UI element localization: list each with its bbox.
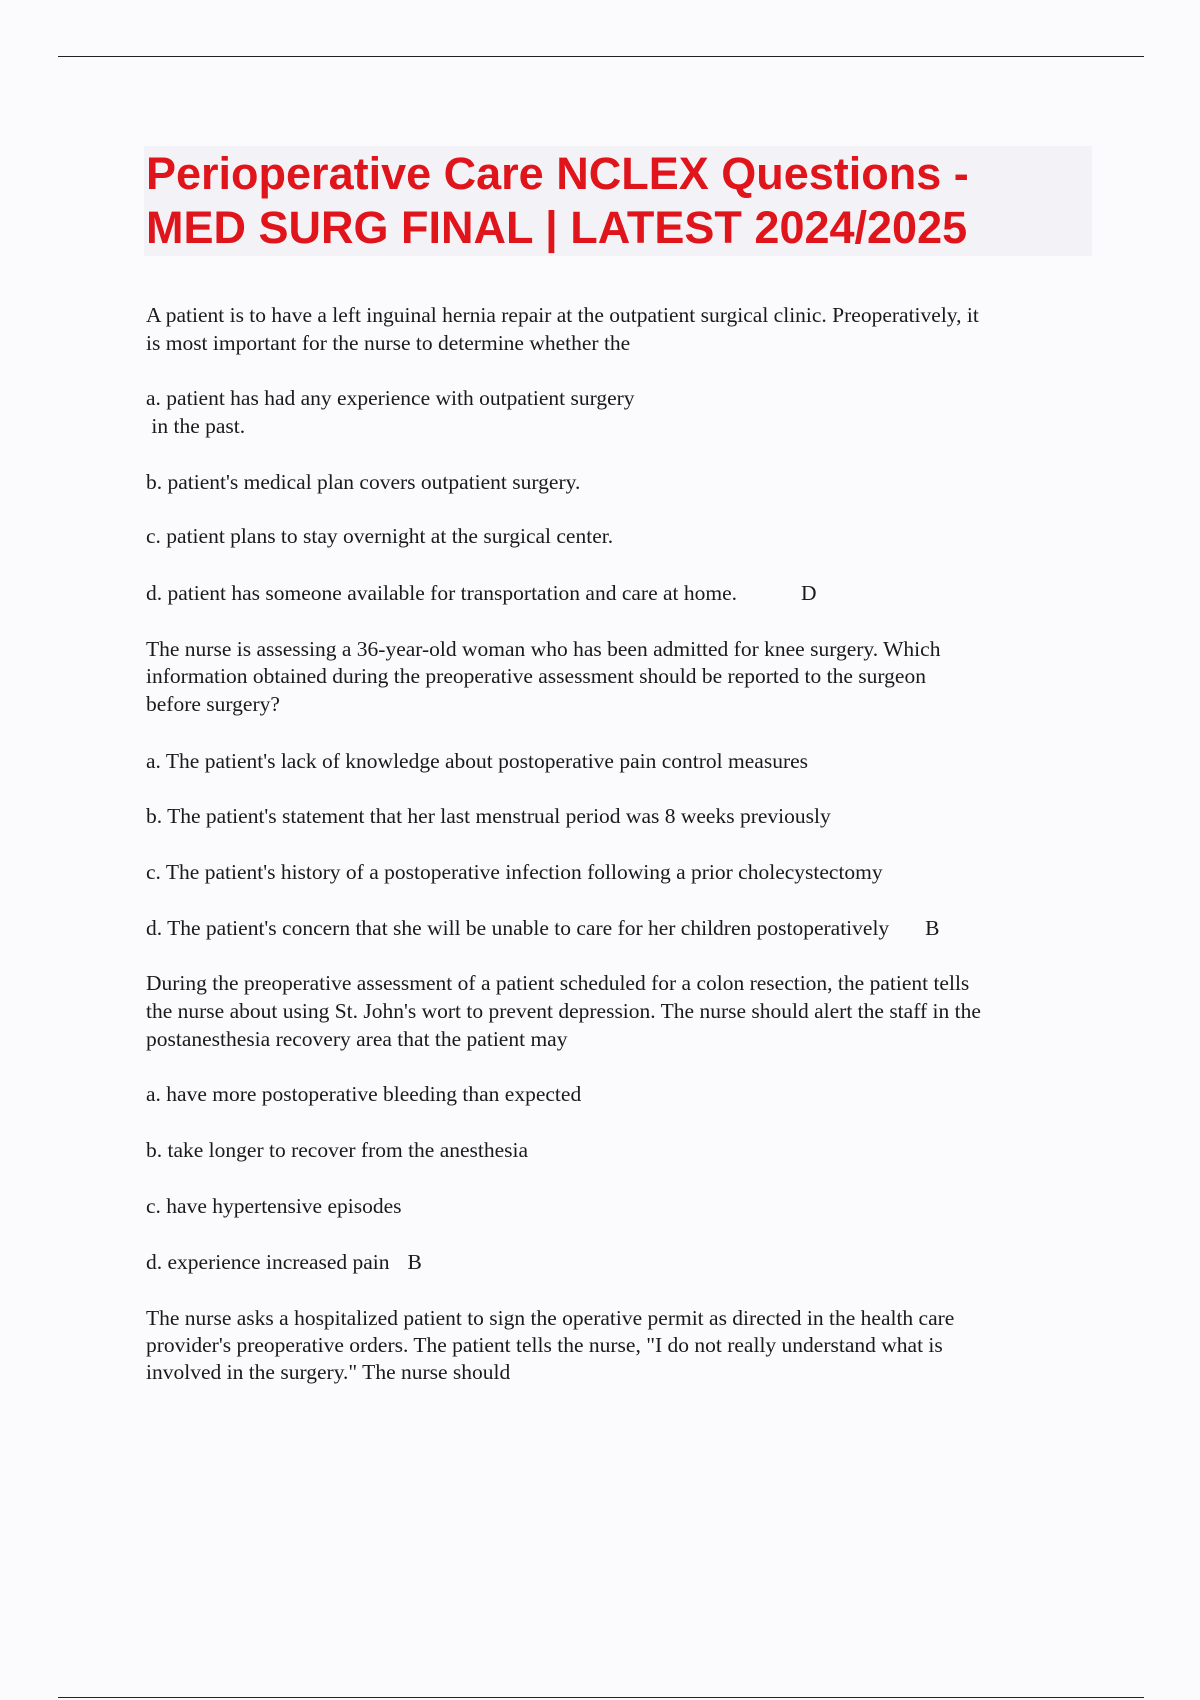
q3-stem-line-3: postanesthesia recovery area that the patient may: [146, 1027, 568, 1051]
q3-option-c: c. have hypertensive episodes: [146, 1194, 402, 1218]
q3-option-d-text: d. experience increased pain: [146, 1250, 390, 1274]
top-rule: [58, 56, 1144, 57]
q1-option-d: [146, 580, 817, 607]
title-line-2: MED SURG FINAL | LATEST 2024/2025: [146, 202, 968, 253]
title-line-1: Perioperative Care NCLEX Questions -: [146, 148, 969, 199]
q2-option-d-text: d. The patient's concern that she will be unable to care for her children postoperatively: [146, 916, 890, 940]
q1-option-a-cont: in the past.: [146, 414, 246, 438]
q1-option-a: a. patient has had any experience with outpatient surgery: [146, 386, 635, 410]
q2-stem-line-3: before surgery?: [146, 692, 280, 716]
q4-stem-line-2: provider's preoperative orders. The patient tells the nurse, "I do not really understand what is: [146, 1333, 943, 1357]
bottom-rule: [58, 1697, 1144, 1698]
q3-answer: B: [407, 1250, 422, 1274]
q3-option-a: a. have more postoperative bleeding than expected: [146, 1082, 582, 1106]
q1-stem-line-1: A patient is to have a left inguinal hernia repair at the outpatient surgical clinic. Preoperatively, it: [146, 303, 979, 327]
q3-stem-line-1: During the preoperative assessment of a patient scheduled for a colon resection, the patient tells: [146, 971, 970, 995]
q2-answer: B: [925, 916, 940, 940]
q2-stem-line-1: The nurse is assessing a 36-year-old woman who has been admitted for knee surgery. Which: [146, 637, 941, 661]
q1-stem-line-2: is most important for the nurse to determine whether the: [146, 331, 631, 355]
q4-stem-line-3: involved in the surgery." The nurse should: [146, 1360, 511, 1384]
document-title: [146, 147, 1092, 255]
q2-option-c: c. The patient's history of a postoperative infection following a prior cholecystectomy: [146, 860, 883, 884]
q3-stem-line-2: the nurse about using St. John's wort to prevent depression. The nurse should alert the staff in the: [146, 999, 981, 1023]
q2-stem-line-2: information obtained during the preoperative assessment should be reported to the surgeon: [146, 664, 926, 688]
q1-answer: D: [801, 581, 817, 605]
q3-option-b: b. take longer to recover from the anesthesia: [146, 1138, 529, 1162]
q3-option-d: [146, 1249, 422, 1276]
q1-option-b: b. patient's medical plan covers outpatient surgery.: [146, 470, 581, 494]
q4-stem-line-1: The nurse asks a hospitalized patient to sign the operative permit as directed in the health care: [146, 1306, 955, 1330]
q2-option-b: b. The patient's statement that her last menstrual period was 8 weeks previously: [146, 804, 831, 828]
q1-option-d-text: d. patient has someone available for transportation and care at home.: [146, 581, 738, 605]
q2-option-d: [146, 915, 940, 942]
q1-option-c: c. patient plans to stay overnight at the surgical center.: [146, 524, 614, 548]
q2-option-a: a. The patient's lack of knowledge about postoperative pain control measures: [146, 749, 809, 773]
